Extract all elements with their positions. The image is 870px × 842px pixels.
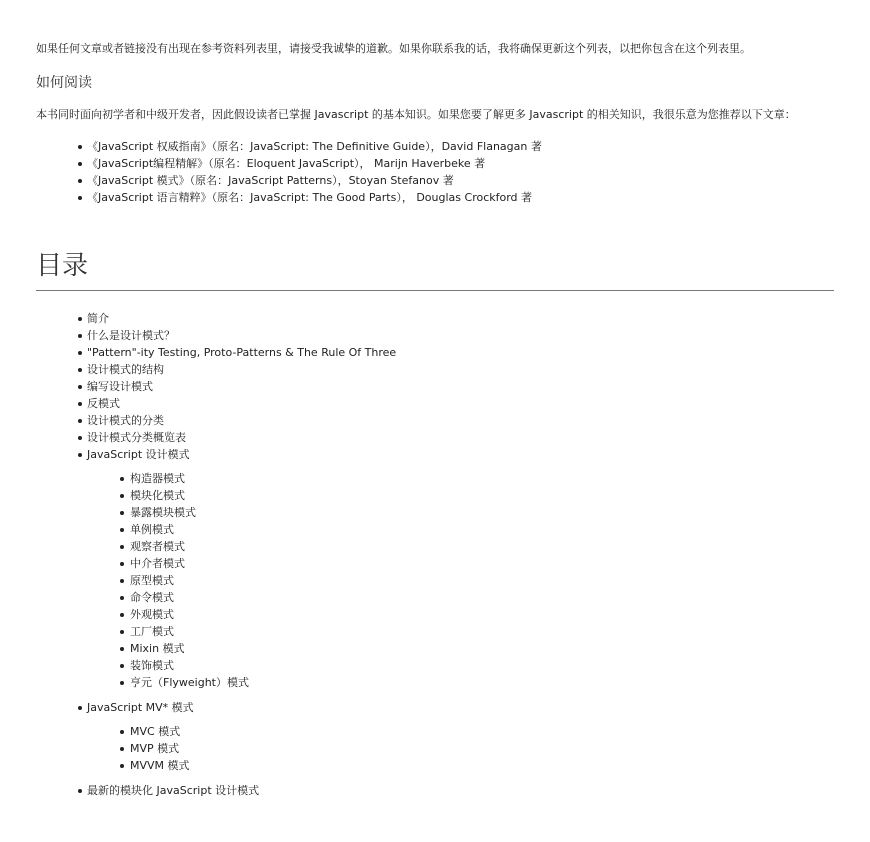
intro-paragraph: 如果任何文章或者链接没有出现在参考资料列表里，请接受我诚挚的道歉。如果你联系我的话，我将确保更新这个列表，以把你包含在这个列表里。 [36,42,751,55]
toc-subitem[interactable] [36,538,396,555]
toc-subitem[interactable] [36,589,396,606]
toc-subitem[interactable] [36,640,396,657]
toc-item-mv-patterns[interactable] [36,699,396,774]
toc-subitem[interactable] [36,555,396,572]
toc-link[interactable]: JavaScript MV* 模式 [87,701,194,714]
toc-item-modular-js[interactable] [36,782,396,799]
toc-item-categories-table[interactable] [36,429,396,446]
toc-link[interactable]: MVP 模式 [130,742,180,755]
toc-item-js-patterns[interactable] [36,446,396,691]
toc-subitem[interactable] [36,521,396,538]
toc-link[interactable]: MVVM 模式 [130,759,190,772]
book-item: 《JavaScript 模式》（原名：JavaScript Patterns），Stoyan Stefanov 著 [36,172,542,189]
toc-link[interactable]: 设计模式的结构 [87,363,164,376]
toc-subitem[interactable] [36,757,396,774]
toc-subitem[interactable] [36,740,396,757]
toc-link[interactable]: 原型模式 [130,574,174,587]
toc-subitem[interactable] [36,674,396,691]
toc-link[interactable]: 设计模式的分类 [87,414,164,427]
how-to-read-paragraph: 本书同时面向初学者和中级开发者，因此假设读者已掌握 Javascript 的基本知识。如果您要了解更多 Javascript 的相关知识，我很乐意为您推荐以下文章： [36,108,796,121]
mv-patterns-sublist [87,723,396,774]
toc-link[interactable]: Mixin 模式 [130,642,185,655]
toc-link[interactable]: 命令模式 [130,591,174,604]
toc-link[interactable]: 中介者模式 [130,557,185,570]
toc-link[interactable]: JavaScript 设计模式 [87,448,190,461]
toc-link[interactable]: 构造器模式 [130,472,185,485]
book-item: 《JavaScript 权威指南》（原名：JavaScript: The Definitive Guide），David Flanagan 著 [36,138,542,155]
book-item: 《JavaScript编程精解》（原名：Eloquent JavaScript）， Marijn Haverbeke 著 [36,155,542,172]
toc-link[interactable]: 编写设计模式 [87,380,153,393]
toc-link[interactable]: 简介 [87,312,109,325]
toc-item-writing-patterns[interactable] [36,378,396,395]
toc-subitem[interactable] [36,470,396,487]
toc-item-pattern-structure[interactable] [36,361,396,378]
toc-link[interactable]: 设计模式分类概览表 [87,431,186,444]
toc-subitem[interactable] [36,572,396,589]
toc-link[interactable]: 模块化模式 [130,489,185,502]
toc-link[interactable]: 观察者模式 [130,540,185,553]
toc-item-pattern-categories[interactable] [36,412,396,429]
how-to-read-heading: 如何阅读 [36,75,92,91]
js-patterns-sublist [87,470,396,691]
toc-link[interactable]: 亨元（Flyweight）模式 [130,676,249,689]
toc-item-intro[interactable] [36,310,396,327]
table-of-contents [36,310,396,799]
toc-divider [36,290,834,291]
toc-link[interactable]: 工厂模式 [130,625,174,638]
toc-subitem[interactable] [36,723,396,740]
toc-link[interactable]: 什么是设计模式？ [87,329,175,342]
toc-link[interactable]: MVC 模式 [130,725,181,738]
toc-link[interactable]: "Pattern"-ity Testing, Proto-Patterns & The Rule Of Three [87,346,397,359]
toc-subitem[interactable] [36,606,396,623]
toc-subitem[interactable] [36,504,396,521]
toc-item-what-is-pattern[interactable] [36,327,396,344]
toc-link[interactable]: 外观模式 [130,608,174,621]
toc-link[interactable]: 最新的模块化 JavaScript 设计模式 [87,784,260,797]
toc-item-pattern-ity-testing[interactable] [36,344,396,361]
toc-link[interactable]: 反模式 [87,397,120,410]
toc-link[interactable]: 暴露模块模式 [130,506,196,519]
toc-subitem[interactable] [36,657,396,674]
recommended-books-list [36,138,542,206]
toc-subitem[interactable] [36,623,396,640]
toc-link[interactable]: 单例模式 [130,523,174,536]
toc-heading: 目录 [36,251,89,281]
book-item: 《JavaScript 语言精粹》（原名：JavaScript: The Good Parts）， Douglas Crockford 著 [36,189,542,206]
toc-subitem[interactable] [36,487,396,504]
toc-link[interactable]: 装饰模式 [130,659,174,672]
toc-item-anti-patterns[interactable] [36,395,396,412]
